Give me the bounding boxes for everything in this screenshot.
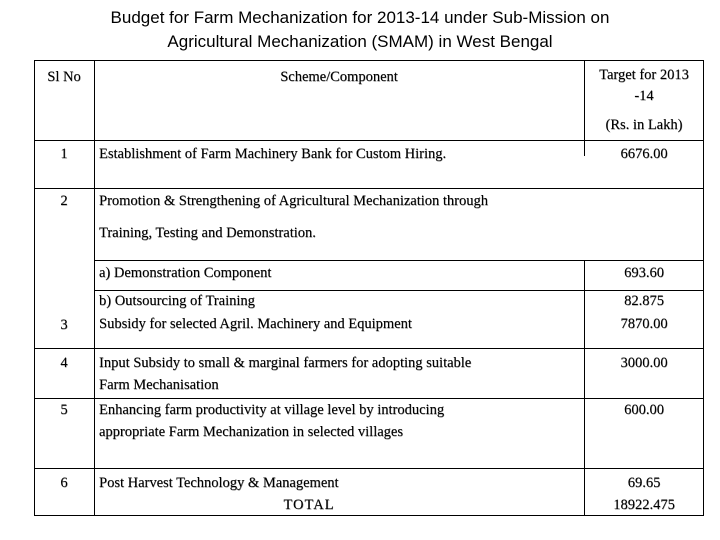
row-divider-5 [34,468,704,469]
row-2-desc-line-2: Training, Testing and Demonstration. [99,225,316,241]
row-divider-2-sub [94,260,704,261]
row-1-sl: 1 [60,146,68,162]
row-divider-1 [34,188,704,189]
header-scheme: Scheme/Component [280,69,398,85]
row-2-sl: 2 [60,193,68,209]
row-5-sl: 5 [60,402,68,418]
header-target-line-2: -14 [634,88,654,104]
row-4-sl: 4 [60,355,68,371]
row-2a-value: 693.60 [624,265,664,281]
header-unit: (Rs. in Lakh) [605,117,683,133]
row-4-desc-line-1: Input Subsidy to small & marginal farmers for adopting suitable [99,355,472,371]
row-3-sl: 3 [60,317,68,333]
row-6-sl: 6 [60,475,68,491]
total-label: TOTAL [283,497,335,513]
header-sl-no: Sl No [47,69,81,85]
row-2b-desc: b) Outsourcing of Training [99,293,255,309]
row-2-desc-line-1: Promotion & Strengthening of Agricultural Mechanization through [99,193,489,209]
row-3-desc: Subsidy for selected Agril. Machinery and Equipment [99,316,412,332]
page-title [0,6,720,54]
title-line-2: Agricultural Mechanization (SMAM) in West Bengal [167,32,553,51]
row-1-value: 6676.00 [620,146,668,162]
row-5-desc-line-1: Enhancing farm productivity at village level by introducing [99,402,445,418]
column-divider-sl [94,60,95,516]
header-target-line-1: Target for 2013 [599,67,689,83]
row-3-value: 7870.00 [620,316,668,332]
row-divider-3 [34,348,704,349]
row-1-desc: Establishment of Farm Machinery Bank for Custom Hiring. [99,146,447,162]
row-5-value: 600.00 [624,402,664,418]
row-6-desc: Post Harvest Technology & Management [99,475,339,491]
row-2a-desc: a) Demonstration Component [99,265,272,281]
row-4-value: 3000.00 [620,355,668,371]
title-line-1: Budget for Farm Mechanization for 2013-14 under Sub-Mission on [110,8,610,27]
total-value: 18922.475 [613,497,675,513]
header-divider [34,140,704,141]
row-4-desc-line-2: Farm Mechanisation [99,377,219,393]
row-2b-value: 82.875 [624,293,664,309]
row-5-desc-line-2: appropriate Farm Mechanization in selected villages [99,424,403,440]
row-6-value: 69.65 [627,475,661,491]
